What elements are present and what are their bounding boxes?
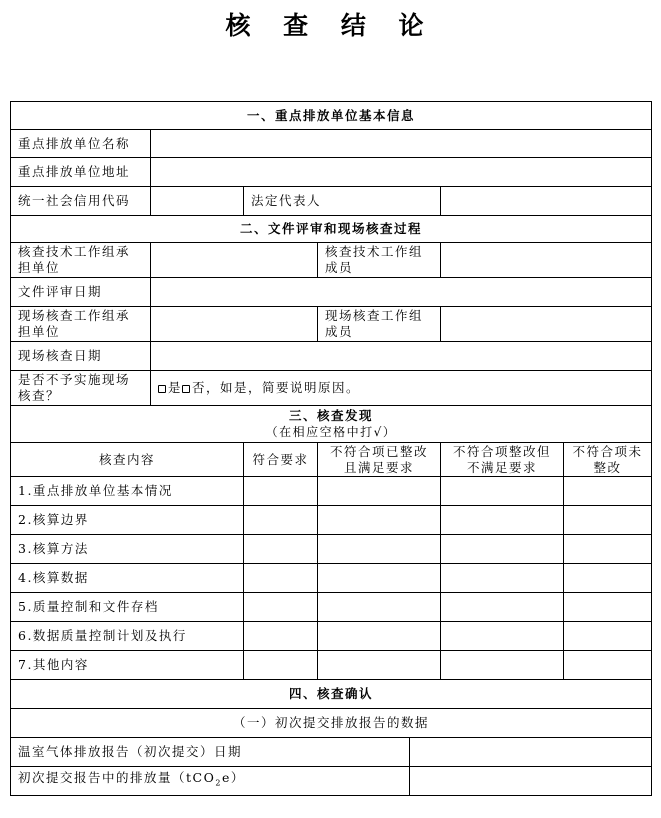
check-cell[interactable]: [318, 506, 441, 535]
col-header-not-fixed: 不符合项未整改: [564, 443, 652, 477]
check-cell[interactable]: [318, 477, 441, 506]
no-checkbox[interactable]: [182, 385, 190, 393]
check-cell[interactable]: [441, 651, 564, 680]
check-cell[interactable]: [564, 506, 652, 535]
check-cell[interactable]: [244, 622, 318, 651]
site-date-field[interactable]: [151, 342, 652, 371]
section-2-heading: 二、文件评审和现场核查过程: [11, 216, 652, 243]
check-cell[interactable]: [441, 477, 564, 506]
check-cell[interactable]: [441, 593, 564, 622]
yes-label: 是: [168, 380, 183, 395]
emission-label: 初次提交报告中的排放量（tCO$_2$e）: [11, 767, 410, 796]
section-1-heading: 一、重点排放单位基本信息: [11, 102, 652, 130]
check-cell[interactable]: [441, 622, 564, 651]
no-label: 否: [192, 380, 207, 395]
site-org-field[interactable]: [151, 307, 318, 342]
site-org-label: 现场核查工作组承担单位: [11, 307, 151, 342]
skip-site-options: 是 否，如是，简要说明原因。: [151, 371, 652, 406]
site-members-field[interactable]: [441, 307, 652, 342]
section-3-heading: [11, 406, 652, 443]
tech-org-field[interactable]: [151, 243, 318, 278]
row-label: 4.核算数据: [11, 564, 244, 593]
check-cell[interactable]: [564, 535, 652, 564]
check-cell[interactable]: [318, 593, 441, 622]
col-header-compliant: 符合要求: [244, 443, 318, 477]
unit-name-label: 重点排放单位名称: [11, 130, 151, 158]
col-header-fixed-ok: 不符合项已整改且满足要求: [318, 443, 441, 477]
tech-members-field[interactable]: [441, 243, 652, 278]
check-cell[interactable]: [318, 651, 441, 680]
table-row: [11, 593, 652, 622]
table-row: [11, 622, 652, 651]
legal-rep-field[interactable]: [441, 187, 652, 216]
skip-site-label: 是否不予实施现场核查？: [11, 371, 151, 406]
check-cell[interactable]: [318, 564, 441, 593]
col-header-content: 核查内容: [11, 443, 244, 477]
table-row: [11, 535, 652, 564]
check-cell[interactable]: [244, 477, 318, 506]
unit-name-field[interactable]: [151, 130, 652, 158]
row-label: 6.数据质量控制计划及执行: [11, 622, 244, 651]
table-row: [11, 564, 652, 593]
report-date-label: 温室气体排放报告（初次提交）日期: [11, 738, 410, 767]
tech-org-label: 核查技术工作组承担单位: [11, 243, 151, 278]
emission-field[interactable]: [410, 767, 652, 796]
tech-members-label: 核查技术工作组成员: [318, 243, 441, 278]
row-label: 1.重点排放单位基本情况: [11, 477, 244, 506]
credit-code-label: 统一社会信用代码: [11, 187, 151, 216]
check-cell[interactable]: [441, 564, 564, 593]
check-cell[interactable]: [244, 506, 318, 535]
check-cell[interactable]: [564, 593, 652, 622]
row-label: 7.其他内容: [11, 651, 244, 680]
table-row: [11, 477, 652, 506]
row-label: 3.核算方法: [11, 535, 244, 564]
section-3-subtitle: （在相应空格中打√）: [265, 425, 397, 439]
check-cell[interactable]: [244, 593, 318, 622]
table-row: [11, 651, 652, 680]
check-cell[interactable]: [318, 535, 441, 564]
section-3-title: 三、核查发现: [289, 408, 374, 423]
check-cell[interactable]: [244, 564, 318, 593]
check-cell[interactable]: [244, 535, 318, 564]
section-4-heading: 四、核查确认: [11, 680, 652, 709]
yes-checkbox[interactable]: [158, 385, 166, 393]
site-members-label: 现场核查工作组成员: [318, 307, 441, 342]
check-cell[interactable]: [244, 651, 318, 680]
check-cell[interactable]: [441, 535, 564, 564]
table-row: [11, 506, 652, 535]
check-cell[interactable]: [564, 477, 652, 506]
unit-address-field[interactable]: [151, 158, 652, 187]
check-cell[interactable]: [564, 622, 652, 651]
check-cell[interactable]: [441, 506, 564, 535]
verification-form: [10, 101, 652, 796]
doc-review-date-field[interactable]: [151, 278, 652, 307]
row-label: 2.核算边界: [11, 506, 244, 535]
unit-address-label: 重点排放单位地址: [11, 158, 151, 187]
check-cell[interactable]: [318, 622, 441, 651]
doc-review-date-label: 文件评审日期: [11, 278, 151, 307]
check-cell[interactable]: [564, 564, 652, 593]
explain-note: 如是，简要说明原因。: [220, 380, 361, 395]
site-date-label: 现场核查日期: [11, 342, 151, 371]
legal-rep-label: 法定代表人: [244, 187, 441, 216]
report-date-field[interactable]: [410, 738, 652, 767]
credit-code-field[interactable]: [151, 187, 244, 216]
col-header-fixed-not-ok: 不符合项整改但不满足要求: [441, 443, 564, 477]
page-title: 核 查 结 论: [225, 11, 436, 40]
row-label: 5.质量控制和文件存档: [11, 593, 244, 622]
check-cell[interactable]: [564, 651, 652, 680]
section-4-subheading: （一）初次提交排放报告的数据: [11, 709, 652, 738]
